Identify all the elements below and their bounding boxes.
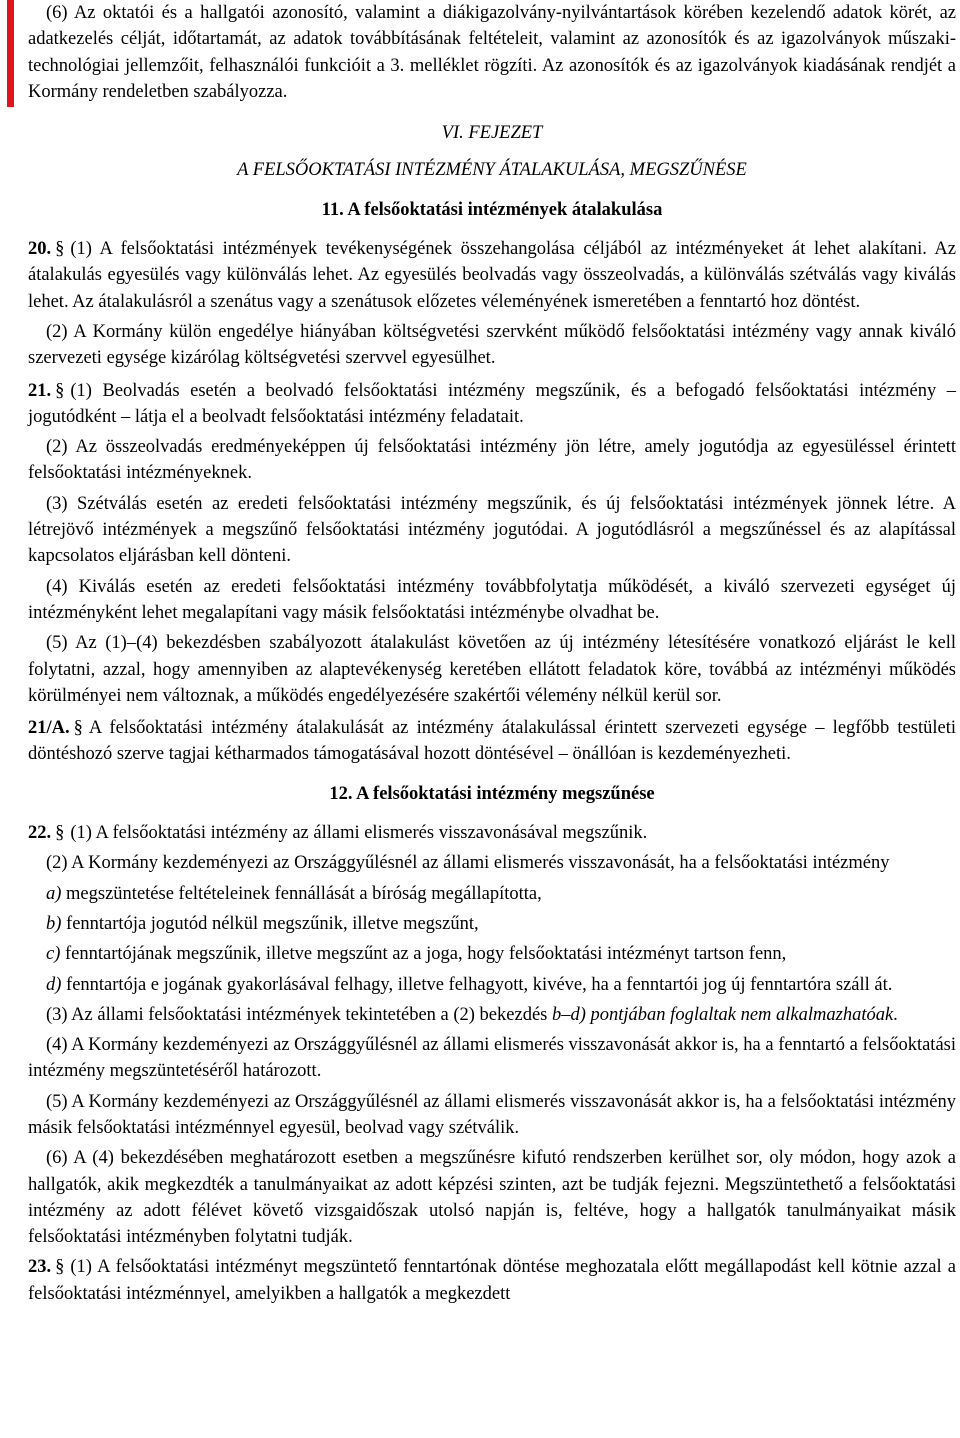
paragraph-text: (3) Az állami felsőoktatási intézmények tekintetében a (2) bekezdés [46,1004,552,1025]
paragraph-end: . [893,1004,898,1025]
section-22-paragraph-3 [28,1002,956,1028]
section-21a-paragraph [28,715,956,768]
section-sign: § [55,239,65,260]
section-22-paragraph-5: (5) A Kormány kezdeményezi az Országgyűlésnél az állami elismerés visszavonását akkor is, ha a felsőoktatási intézmény másik felsőoktatási intézménnyel egyesül, beolvad vagy szétválik. [28,1091,956,1138]
section-21-paragraph-5: (5) Az (1)–(4) bekezdésben szabályozott átalakulást követően az új intézmény létesítésére vonatkozó eljárást le kell folytatni, azzal, hogy amennyiben az alaptevékenység keretében ellátott feladatok köre, továbbá az intézményi működés körülményei nem változnak, a működés engedélyezésére szakértői vélemény nélkül kerül sor. [28,633,956,706]
list-marker: a) [46,883,62,904]
section-11-title: 11. A felsőoktatási intézmények átalakulása [321,199,663,220]
section-22-paragraph-1 [28,820,956,846]
section-21-paragraph-4: (4) Kiválás esetén az eredeti felsőoktatási intézmény továbbfolytatja működését, a kiváló szervezeti egységet új intézményként lehet megalapítani vagy másik felsőoktatási intézménybe olvadhat be. [28,576,956,623]
section-21-paragraph-3: (3) Szétválás esetén az eredeti felsőoktatási intézmény megszűnik, és új felsőoktatási intézmények jönnek létre. A létrejövő intézmények a megszűnő felsőoktatási intézmény jogutódai. A jogutódlásról a megszűnéssel és az alapítással kapcsolatos eljárásban kell dönteni. [28,493,956,567]
section-22-number: 22. [28,823,52,844]
section-21a-number: 21/A. [28,718,70,739]
section-21-text-1: (1) Beolvadás esetén a beolvadó felsőoktatási intézmény megszűnik, és a befogadó felsőoktatási intézmény – jogutódként – látja el a beolvadt felsőoktatási intézmény feladatait. [28,380,956,427]
list-item-d [28,972,956,998]
list-marker: c) [46,944,61,965]
section-23-number: 23. [28,1257,52,1278]
chapter-title: A FELSŐOKTATÁSI INTÉZMÉNY ÁTALAKULÁSA, MEGSZŰNÉSE [237,160,747,181]
section-22-text-1: (1) A felsőoktatási intézmény az állami elismerés visszavonásával megszűnik. [70,823,648,844]
list-item-b [28,911,956,937]
section-sign: § [55,823,65,844]
list-item-a [28,881,956,907]
section-22-paragraph-6: (6) A (4) bekezdésében meghatározott esetben a megszűnésre kifutó rendszerben kerülhet sor, oly módon, hogy azok a hallgatók, akik megkezdték a tanulmányaikat az adott képzési szinten, azt be tudják fejezni. Megszüntethető a felsőoktatási intézmény az adott félévet követő vizsgaidőszak utolsó napján is, feltéve, hogy a hallgatók tanulmányaikat másik felsőoktatási intézményben folytatni tudják. [28,1148,956,1248]
italic-reference: b–d) pontjában foglaltak nem alkalmazhatóak [551,1004,894,1025]
section-12-title: 12. A felsőoktatási intézmény megszűnése [329,783,655,804]
list-item-text: megszüntetése feltételeinek fennállását a bíróság megállapította, [66,883,542,904]
list-marker: d) [46,974,62,995]
section-20-number: 20. [28,239,52,260]
section-20-paragraph-1 [28,236,956,315]
list-item-c [28,941,956,967]
list-marker: b) [46,913,62,934]
chapter-number: VI. FEJEZET [441,123,543,144]
paragraph-6: (6) Az oktatói és a hallgatói azonosító, valamint a diákigazolvány-nyilvántartások körében kezelendő adatok körét, az adatkezelés célját, időtartamát, az adatok továbbításának feltételeit, valamint az azonosítók és az igazolványok műszaki-technológiai jellemzőit, felhasználói funkcióit a 3. melléklet rögzíti. Az azonosítók és az igazolványok kiadásának rendjét a Kormány rendeletben szabályozza. [28,3,956,102]
list-item-text: fenntartója jogutód nélkül megszűnik, illetve megszűnt, [66,913,479,934]
section-21-number: 21. [28,380,52,401]
section-22-paragraph-2: (2) A Kormány kezdeményezi az Országgyűlésnél az állami elismerés visszavonását, ha a felsőoktatási intézmény [46,853,890,874]
section-sign: § [73,718,83,739]
list-item-text: fenntartója e jogának gyakorlásával felhagy, illetve felhagyott, kivéve, ha a fenntartói jog új fenntartóra száll át. [66,974,893,995]
list-item-text: fenntartójának megszűnik, illetve megszűnt az a joga, hogy felsőoktatási intézményt tartson fenn, [65,944,787,965]
document-page [28,0,956,1307]
section-21a-text: A felsőoktatási intézmény átalakulását az intézmény átalakulással érintett szervezeti egysége – legfőbb testületi döntéshozó szerve tagjai kétharmados támogatásával hozott döntésével – önállóan is kezdeményezheti. [28,718,956,765]
change-marker-bar [7,0,14,107]
section-20-text-1: (1) A felsőoktatási intézmények tevékenységének összehangolása céljából az intézményeket át lehet alakítani. Az átalakulás egyesülés vagy különválás lehet. Az egyesülés beolvadás vagy összeolvadás, a különválás szétválás vagy kiválás lehet. Az átalakulásról a szenátus vagy a szenátusok előzetes véleményének ismeretében a fenntartó hoz döntést. [28,239,956,312]
section-20-paragraph-2: (2) A Kormány külön engedélye hiányában költségvetési szervként működő felsőoktatási intézmény vagy annak kiváló szervezeti egysége kizárólag költségvetési szervvel egyesülhet. [28,321,956,369]
section-sign: § [55,1257,65,1278]
section-21-paragraph-2: (2) Az összeolvadás eredményeképpen új felsőoktatási intézmény jön létre, amely jogutódja az egyesüléssel érintett felsőoktatási intézményeknek. [28,437,956,484]
section-23-text-1: (1) A felsőoktatási intézményt megszüntető fenntartónak döntése meghozatala előtt megállapodást kell kötnie azzal a felsőoktatási intézménnyel, amelyikben a hallgatók a megkezdett [28,1257,956,1304]
section-22-paragraph-4: (4) A Kormány kezdeményezi az Országgyűlésnél az állami elismerés visszavonását akkor is, ha a fenntartó a felsőoktatási intézmény megszüntetéséről határozott. [28,1035,956,1082]
section-sign: § [55,380,65,401]
section-23-paragraph-1 [28,1254,956,1307]
section-21-paragraph-1 [28,378,956,431]
